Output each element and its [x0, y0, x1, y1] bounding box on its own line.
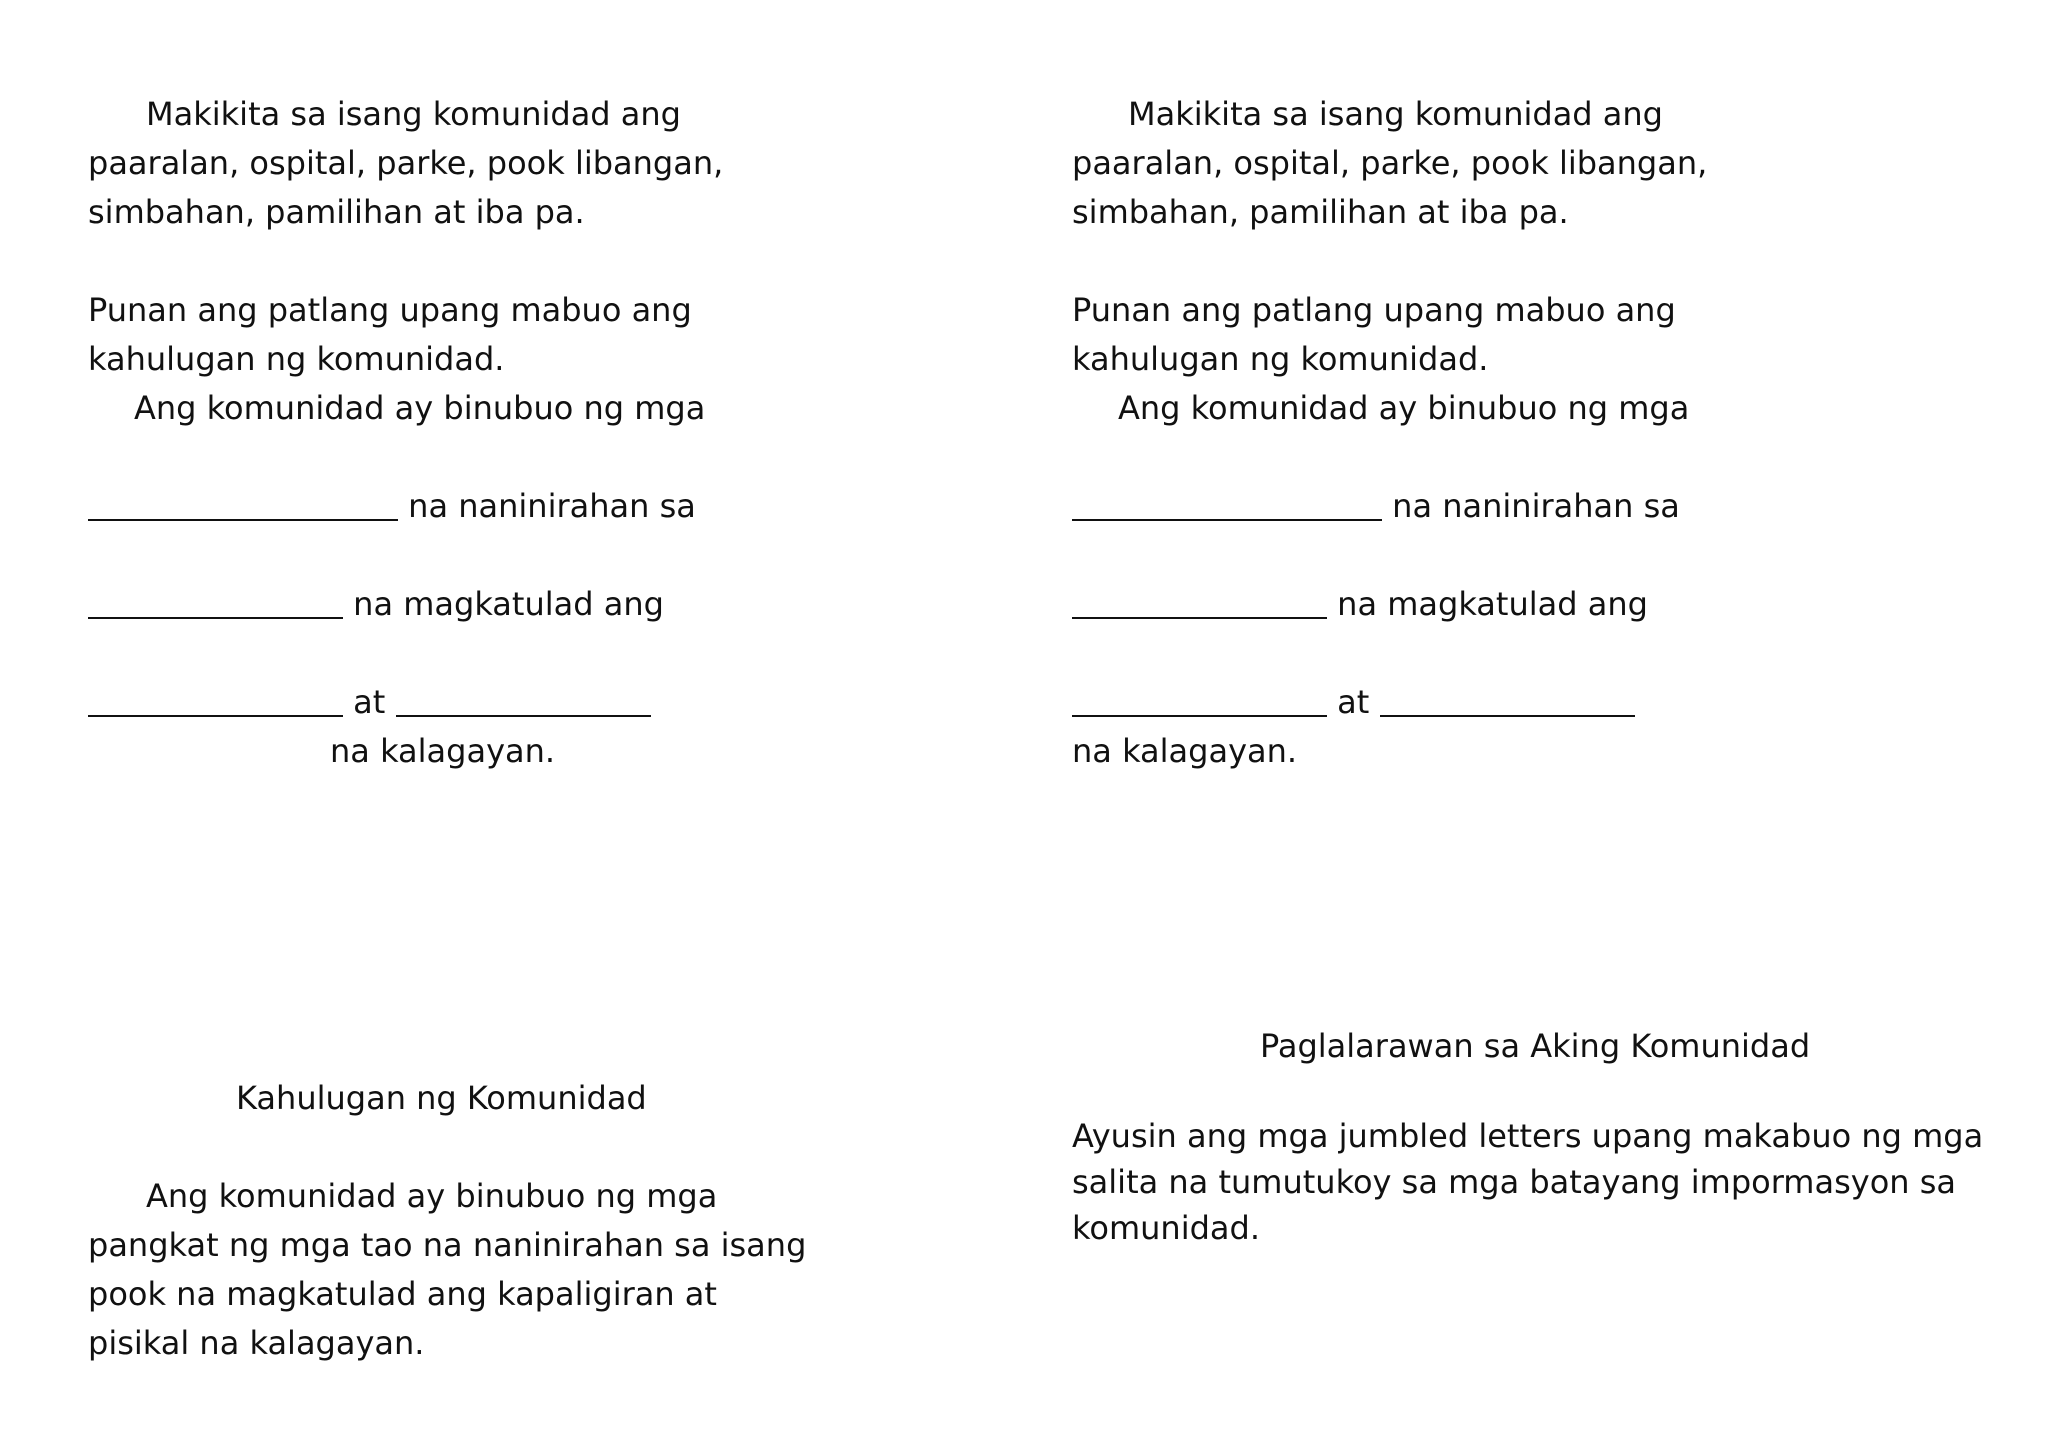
body-line-2: pangkat ng mga tao na naninirahan sa isang: [88, 1226, 807, 1264]
fill-line-3: [88, 682, 651, 722]
instruction-line-2: kahulugan ng komunidad.: [1072, 340, 1489, 378]
instruction-line-2: kahulugan ng komunidad.: [88, 340, 505, 378]
body-line-3: pook na magkatulad ang kapaligiran at: [88, 1275, 717, 1313]
body-line-3: komunidad.: [1072, 1209, 1260, 1247]
blank-field[interactable]: [88, 685, 343, 717]
top-left-worksheet: [88, 94, 808, 794]
fill-text: na naninirahan sa: [408, 487, 696, 525]
fill-text: na naninirahan sa: [1392, 487, 1680, 525]
intro-line-1: Makikita sa isang komunidad ang: [1128, 95, 1663, 133]
top-right-worksheet: [1072, 94, 1792, 794]
definition-line-1: Ang komunidad ay binubuo ng mga: [1118, 389, 1690, 427]
fill-line-2: [88, 584, 664, 624]
blank-field[interactable]: [1072, 587, 1327, 619]
section-title: Paglalarawan sa Aking Komunidad: [1260, 1027, 1811, 1065]
bottom-left-definition: [88, 1078, 808, 1398]
body-line-2: salita na tumutukoy sa mga batayang impormasyon sa: [1072, 1163, 1956, 1201]
fill-line-2: [1072, 584, 1648, 624]
fill-text: na magkatulad ang: [1337, 585, 1648, 623]
instruction-line-1: Punan ang patlang upang mabuo ang: [88, 291, 692, 329]
fill-line-4: na kalagayan.: [330, 732, 556, 770]
blank-field[interactable]: [88, 489, 398, 521]
blank-field[interactable]: [1072, 685, 1327, 717]
fill-text: at: [353, 683, 386, 721]
body-line-1: Ayusin ang mga jumbled letters upang makabuo ng mga: [1072, 1117, 1984, 1155]
intro-line-3: simbahan, pamilihan at iba pa.: [1072, 193, 1569, 231]
blank-field[interactable]: [396, 685, 651, 717]
bottom-right-instructions: [1072, 1026, 1984, 1266]
intro-line-2: paaralan, ospital, parke, pook libangan,: [1072, 144, 1708, 182]
fill-line-3: [1072, 682, 1635, 722]
fill-text: na magkatulad ang: [353, 585, 664, 623]
fill-line-4: na kalagayan.: [1072, 732, 1298, 770]
intro-line-1: Makikita sa isang komunidad ang: [146, 95, 681, 133]
section-title: Kahulugan ng Komunidad: [236, 1079, 647, 1117]
body-line-1: Ang komunidad ay binubuo ng mga: [146, 1177, 718, 1215]
intro-line-2: paaralan, ospital, parke, pook libangan,: [88, 144, 724, 182]
blank-field[interactable]: [88, 587, 343, 619]
body-line-4: pisikal na kalagayan.: [88, 1324, 425, 1362]
intro-line-3: simbahan, pamilihan at iba pa.: [88, 193, 585, 231]
blank-field[interactable]: [1072, 489, 1382, 521]
definition-line-1: Ang komunidad ay binubuo ng mga: [134, 389, 706, 427]
fill-line-1: [1072, 486, 1680, 526]
fill-text: at: [1337, 683, 1370, 721]
blank-field[interactable]: [1380, 685, 1635, 717]
instruction-line-1: Punan ang patlang upang mabuo ang: [1072, 291, 1676, 329]
fill-line-1: [88, 486, 696, 526]
